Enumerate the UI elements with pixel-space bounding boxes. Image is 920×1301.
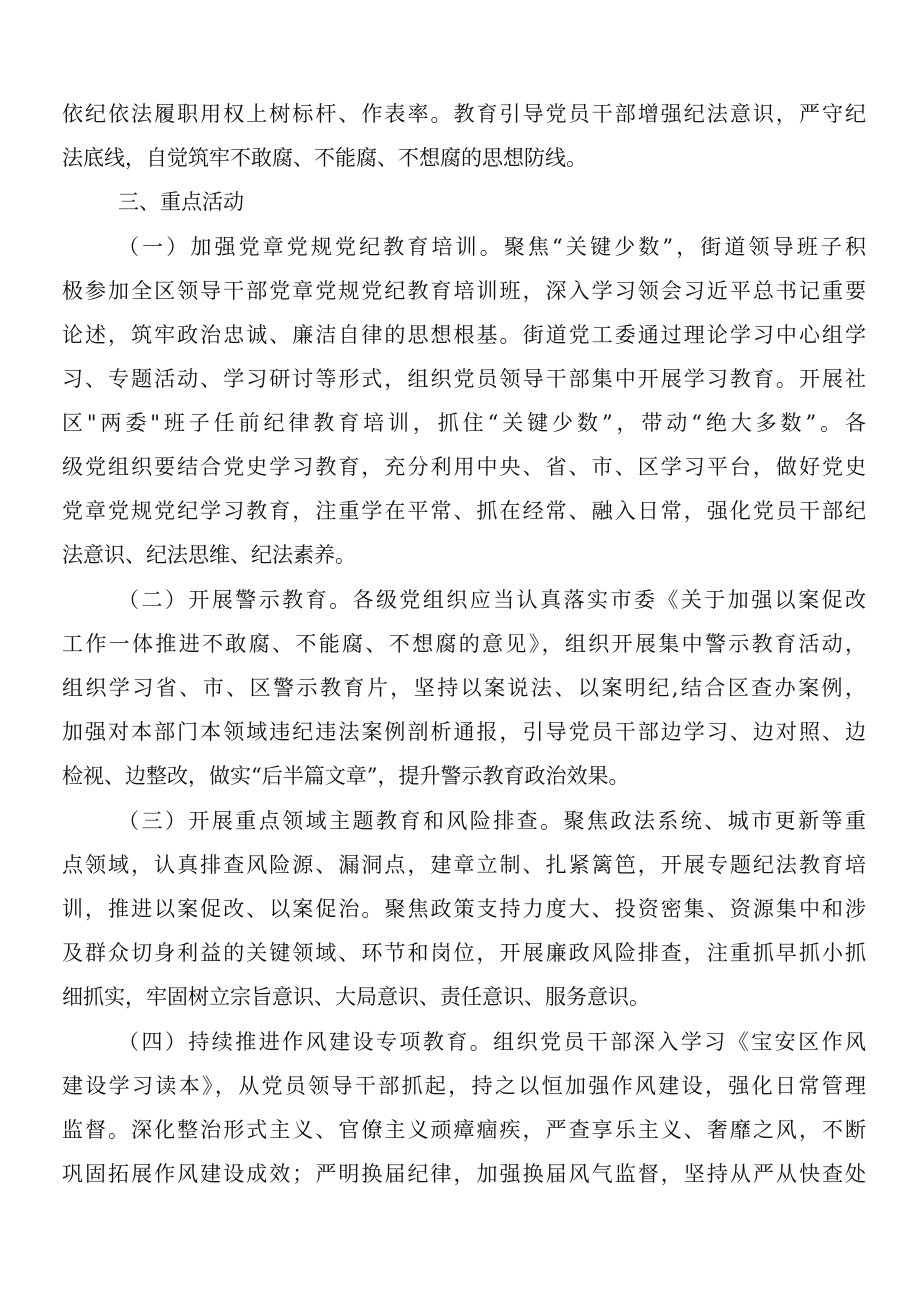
text-line: 训，推进以案促改、以案促治。聚焦政策支持力度大、投资密集、资源集中和涉	[62, 897, 866, 921]
text-line: 点领域，认真排查风险源、漏洞点，建章立制、扎紧篱笆，开展专题纪法教育培	[62, 853, 866, 877]
paragraph-3-start: （三）开展重点领域主题教育和风险排查。聚焦政法系统、城市更新等重	[118, 809, 866, 833]
text-line: 党章党规党纪学习教育，注重学在平常、抓在经常、融入日常，强化党员干部纪	[62, 499, 866, 523]
text-line: 工作一体推进不敢腐、不能腐、不想腐的意见》，组织开展集中警示教育活动，	[62, 632, 866, 656]
text-line: 建设学习读本》，从党员领导干部抓起，持之以恒加强作风建设，强化日常管理	[62, 1074, 866, 1098]
text-line: 论述，筑牢政治忠诚、廉洁自律的思想根基。街道党工委通过理论学习中心组学	[62, 323, 866, 347]
text-line: 及群众切身利益的关键领域、环节和岗位，开展廉政风险排查，注重抓早抓小抓	[62, 941, 866, 965]
text-line: 法底线，自觉筑牢不敢腐、不能腐、不想腐的思想防线。	[62, 146, 587, 170]
text-line: 细抓实，牢固树立宗旨意识、大局意识、责任意识、服务意识。	[62, 985, 650, 1009]
text-line: 依纪依法履职用权上树标杆、作表率。教育引导党员干部增强纪法意识，严守纪	[62, 102, 866, 126]
text-line: 级党组织要结合党史学习教育，充分利用中央、省、市、区学习平台，做好党史	[62, 455, 866, 479]
section-heading: 三、重点活动	[118, 190, 244, 214]
text-line: 区"两委"班子任前纪律教育培训，抓住“关键少数”，带动“绝大多数”。各	[62, 411, 866, 435]
text-line: 组织学习省、市、区警示教育片，坚持以案说法、以案明纪,结合区查办案例，	[62, 676, 866, 700]
text-line: 法意识、纪法思维、纪法素养。	[62, 543, 356, 567]
text-line: 习、专题活动、学习研讨等形式，组织党员领导干部集中开展学习教育。开展社	[62, 367, 866, 391]
paragraph-2-start: （二）开展警示教育。各级党组织应当认真落实市委《关于加强以案促改	[118, 588, 866, 612]
paragraph-4-start: （四）持续推进作风建设专项教育。组织党员干部深入学习《宝安区作风	[118, 1030, 866, 1054]
paragraph-1-start: （一）加强党章党规党纪教育培训。聚焦“关键少数”，街道领导班子积	[118, 235, 866, 259]
text-line: 极参加全区领导干部党章党规党纪教育培训班，深入学习领会习近平总书记重要	[62, 279, 866, 303]
text-line: 监督。深化整治形式主义、官僚主义顽瘴痼疾，严查享乐主义、奢靡之风，不断	[62, 1118, 866, 1142]
text-line: 检视、边整改，做实“后半篇文章”，提升警示教育政治效果。	[62, 764, 630, 788]
text-line: 加强对本部门本领域违纪违法案例剖析通报，引导党员干部边学习、边对照、边	[62, 720, 866, 744]
text-line: 巩固拓展作风建设成效；严明换届纪律，加强换届风气监督，坚持从严从快查处	[62, 1162, 866, 1186]
